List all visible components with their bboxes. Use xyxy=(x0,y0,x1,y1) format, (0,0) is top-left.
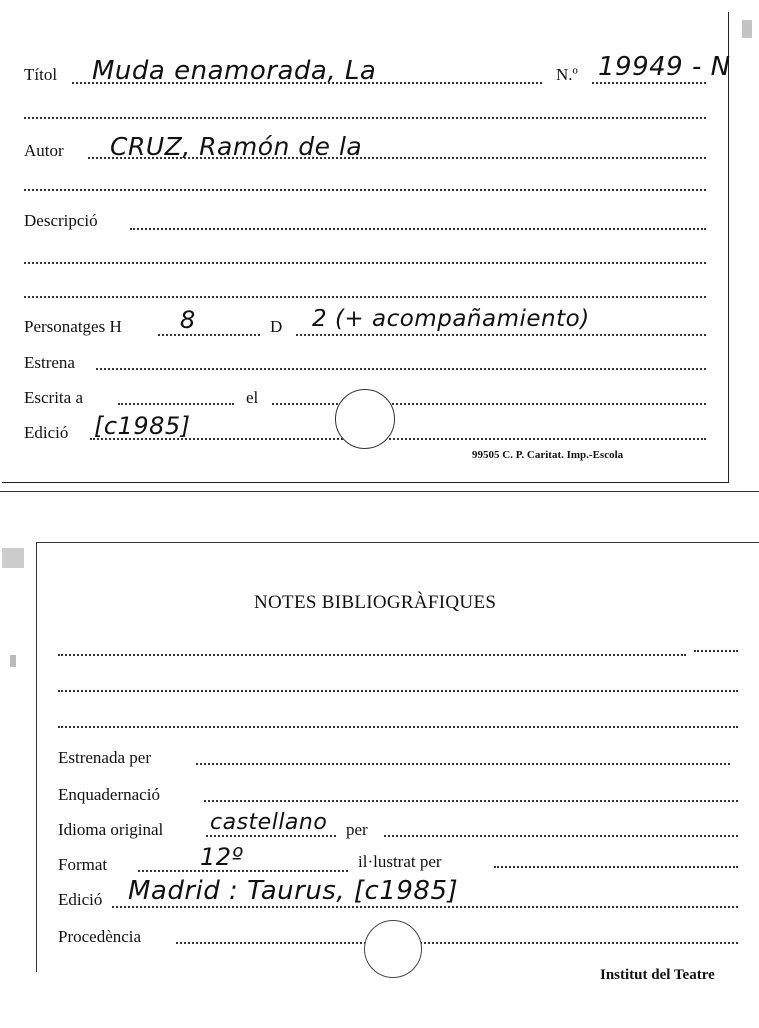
estrenada-line xyxy=(196,763,730,765)
personatges-d-line xyxy=(296,334,706,336)
per-line xyxy=(384,835,738,837)
idioma-label: Idioma original xyxy=(58,820,164,839)
edicio-value: [c1985] xyxy=(94,412,191,440)
printer-note: 99505 C. P. Caritat. Imp.-Escola xyxy=(472,449,624,461)
titol-label: Títol xyxy=(24,65,58,84)
punch-hole xyxy=(335,389,395,449)
num-line xyxy=(592,82,706,84)
idioma-line xyxy=(206,835,336,837)
personatges-d-value: 2 (+ acompañamiento) xyxy=(312,306,590,332)
blank-line xyxy=(58,690,738,692)
procedencia-line xyxy=(176,942,738,944)
footer-institution: Institut del Teatre xyxy=(600,967,715,983)
autor-label: Autor xyxy=(24,141,64,160)
escrita-label: Escrita a xyxy=(24,388,83,407)
blank-line xyxy=(58,654,686,656)
blank-line xyxy=(24,262,706,264)
edicio-label: Edició xyxy=(24,423,69,442)
format-label: Format xyxy=(58,855,108,874)
illustrat-label: il·lustrat per xyxy=(358,852,442,871)
format-line xyxy=(138,870,348,872)
personatges-d-label: D xyxy=(270,317,283,336)
edicio2-label: Edició xyxy=(58,890,103,909)
blank-line xyxy=(694,650,738,652)
personatges-label: Personatges H xyxy=(24,317,122,336)
descripcio-line xyxy=(130,228,706,230)
procedencia-label: Procedència xyxy=(58,927,142,946)
el-label: el xyxy=(246,388,259,407)
escrita-line xyxy=(118,403,234,405)
num-label: N.º xyxy=(556,65,578,84)
el-line xyxy=(272,403,706,405)
estrena-label: Estrena xyxy=(24,353,75,372)
format-value: 12º xyxy=(200,843,244,871)
personatges-h-line xyxy=(158,334,260,336)
illustrat-line xyxy=(494,866,738,868)
scan-speck xyxy=(2,548,24,568)
notes-heading: NOTES BIBLIOGRÀFIQUES xyxy=(254,592,497,613)
blank-line xyxy=(24,117,706,119)
titol-value: Muda enamorada, La xyxy=(92,56,377,86)
descripcio-label: Descripció xyxy=(24,211,98,230)
edicio2-value: Madrid : Taurus, [c1985] xyxy=(128,876,459,906)
per-label: per xyxy=(346,820,368,839)
estrenada-label: Estrenada per xyxy=(58,748,151,767)
personatges-h-value: 8 xyxy=(180,306,196,334)
enquadernacio-line xyxy=(204,800,738,802)
edicio2-line xyxy=(112,906,738,908)
card2-top-border xyxy=(36,542,759,543)
punch-hole xyxy=(364,920,422,978)
card-separator xyxy=(0,491,759,492)
enquadernacio-label: Enquadernació xyxy=(58,785,160,804)
idioma-value: castellano xyxy=(210,810,328,835)
scan-speck xyxy=(10,655,16,667)
num-value: 19949 - N xyxy=(598,52,731,82)
card2-left-border xyxy=(36,542,37,972)
blank-line xyxy=(24,296,706,298)
blank-line xyxy=(24,189,706,191)
estrena-line xyxy=(96,368,706,370)
autor-value: CRUZ, Ramón de la xyxy=(110,132,363,161)
scan-speck xyxy=(742,20,752,38)
blank-line xyxy=(58,726,738,728)
